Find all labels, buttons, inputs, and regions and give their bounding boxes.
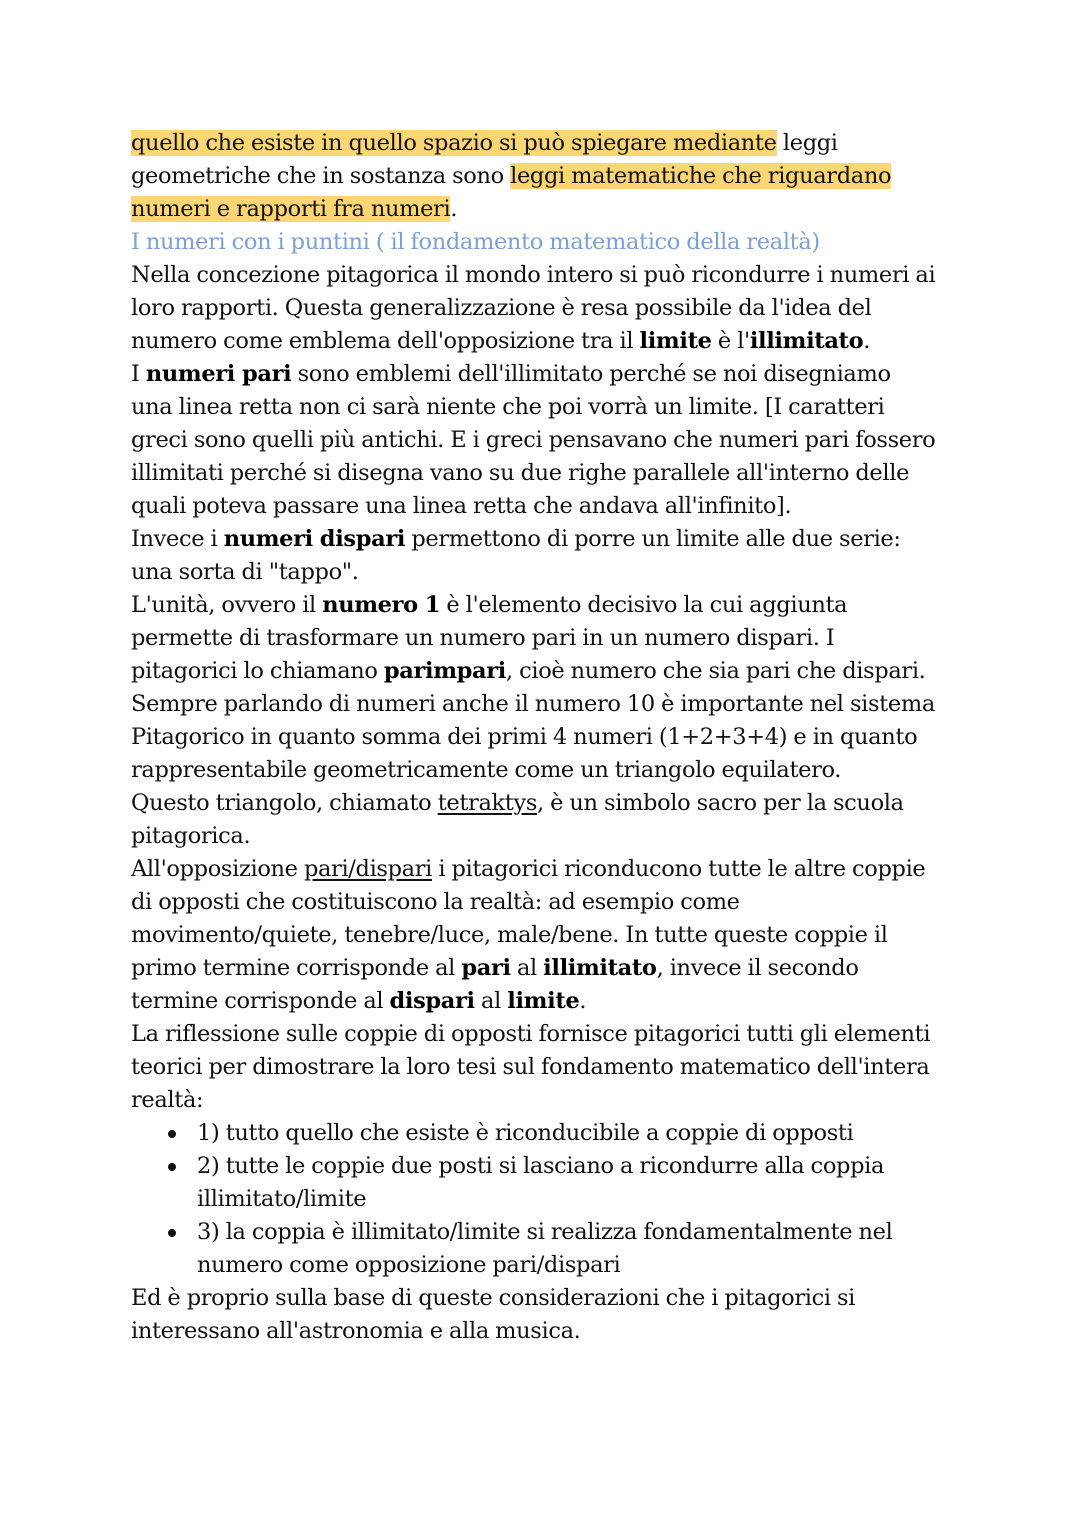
text-line: teorici per dimostrare la loro tesi sul fondamento matematico dell'intera <box>131 1054 930 1080</box>
text-line: Nella concezione pitagorica il mondo intero si può ricondurre i numeri ai <box>131 262 936 288</box>
text-line: una sorta di "tappo". <box>131 559 359 585</box>
bold-term: numeri dispari <box>223 526 406 552</box>
paragraph-riflessione <box>131 1018 961 1117</box>
list-item: 3) la coppia è illimitato/limite si realizza fondamentalmente nel numero come opposizione pari/dispari <box>131 1216 961 1282</box>
text-line: All'opposizione pari/dispari i pitagorici riconducono tutte le altre coppie <box>131 856 926 882</box>
bold-term: limite <box>639 328 712 354</box>
text-line: geometriche che in sostanza sono leggi matematiche che riguardano <box>131 163 892 189</box>
text-line: di opposti che costituiscono la realtà: ad esempio come <box>131 889 740 915</box>
highlighted-text: numeri e rapporti fra numeri <box>131 196 451 222</box>
underlined-term: pari/dispari <box>303 856 433 882</box>
section-heading: I numeri con i puntini ( il fondamento matematico della realtà) <box>131 229 820 255</box>
text-line: I numeri pari sono emblemi dell'illimitato perché se noi disegniamo <box>131 361 891 387</box>
text-line: Sempre parlando di numeri anche il numero 10 è importante nel sistema <box>131 691 935 717</box>
text-line: realtà: <box>131 1087 204 1113</box>
text-line: quali poteva passare una linea retta che andava all'infinito]. <box>131 493 792 519</box>
text-line: primo termine corrisponde al pari al illimitato, invece il secondo <box>131 955 859 981</box>
paragraph-numero-10 <box>131 688 961 787</box>
paragraph-opposizione <box>131 853 961 1018</box>
list-item: 1) tutto quello che esiste è riconducibile a coppie di opposti <box>131 1117 961 1150</box>
paragraph-conclusione <box>131 1282 961 1348</box>
bullet-list <box>131 1117 961 1282</box>
text-line: Invece i numeri dispari permettono di porre un limite alle due serie: <box>131 526 901 552</box>
text-line: termine corrisponde al dispari al limite. <box>131 988 587 1014</box>
highlighted-text: quello che esiste in quello spazio si può spiegare mediante <box>131 130 777 156</box>
text-line: interessano all'astronomia e alla musica. <box>131 1318 581 1344</box>
underlined-term: tetraktys <box>437 790 538 816</box>
bullet-icon <box>168 1163 176 1171</box>
bullet-icon <box>168 1229 176 1237</box>
text-line: numero come emblema dell'opposizione tra il limite è l'illimitato. <box>131 328 871 354</box>
text-line: Questo triangolo, chiamato tetraktys, è un simbolo sacro per la scuola <box>131 790 904 816</box>
paragraph-numeri-dispari <box>131 523 961 589</box>
text-line: rappresentabile geometricamente come un triangolo equilatero. <box>131 757 842 783</box>
text-line: una linea retta non ci sarà niente che poi vorrà un limite. [I caratteri <box>131 394 885 420</box>
bold-term: dispari <box>389 988 475 1014</box>
paragraph-unita <box>131 589 961 688</box>
text-line: La riflessione sulle coppie di opposti fornisce pitagorici tutti gli elementi <box>131 1021 931 1047</box>
paragraph-tetraktys <box>131 787 961 853</box>
document-page <box>131 127 961 1348</box>
bold-term: numeri pari <box>145 361 292 387</box>
text-line: L'unità, ovvero il numero 1 è l'elemento decisivo la cui aggiunta <box>131 592 848 618</box>
text-line: permette di trasformare un numero pari in un numero dispari. I <box>131 625 835 651</box>
bold-term: illimitato <box>749 328 864 354</box>
intro-paragraph <box>131 127 961 226</box>
text-line: Ed è proprio sulla base di queste considerazioni che i pitagorici si <box>131 1285 856 1311</box>
text-line: numeri e rapporti fra numeri. <box>131 196 458 222</box>
text-line: pitagorica. <box>131 823 251 849</box>
highlighted-text: leggi matematiche che riguardano <box>510 163 892 189</box>
bullet-icon <box>168 1130 176 1138</box>
text-line: Pitagorico in quanto somma dei primi 4 numeri (1+2+3+4) e in quanto <box>131 724 918 750</box>
bold-term: parimpari <box>383 658 506 684</box>
list-item: 2) tutte le coppie due posti si lasciano a ricondurre alla coppia illimitato/limite <box>131 1150 961 1216</box>
text-line: greci sono quelli più antichi. E i greci pensavano che numeri pari fossero <box>131 427 936 453</box>
text-line: illimitati perché si disegna vano su due righe parallele all'interno delle <box>131 460 910 486</box>
text-line: pitagorici lo chiamano parimpari, cioè numero che sia pari che dispari. <box>131 658 926 684</box>
bold-term: illimitato <box>543 955 657 981</box>
text-line: quello che esiste in quello spazio si può spiegare mediante leggi <box>131 130 838 156</box>
bold-term: pari <box>461 955 511 981</box>
bold-term: limite <box>507 988 580 1014</box>
bold-term: numero 1 <box>322 592 441 618</box>
text-line: loro rapporti. Questa generalizzazione è resa possibile da l'idea del <box>131 295 872 321</box>
paragraph-numeri-pari <box>131 358 961 523</box>
paragraph-concezione <box>131 259 961 358</box>
text-line: movimento/quiete, tenebre/luce, male/bene. In tutte queste coppie il <box>131 922 888 948</box>
